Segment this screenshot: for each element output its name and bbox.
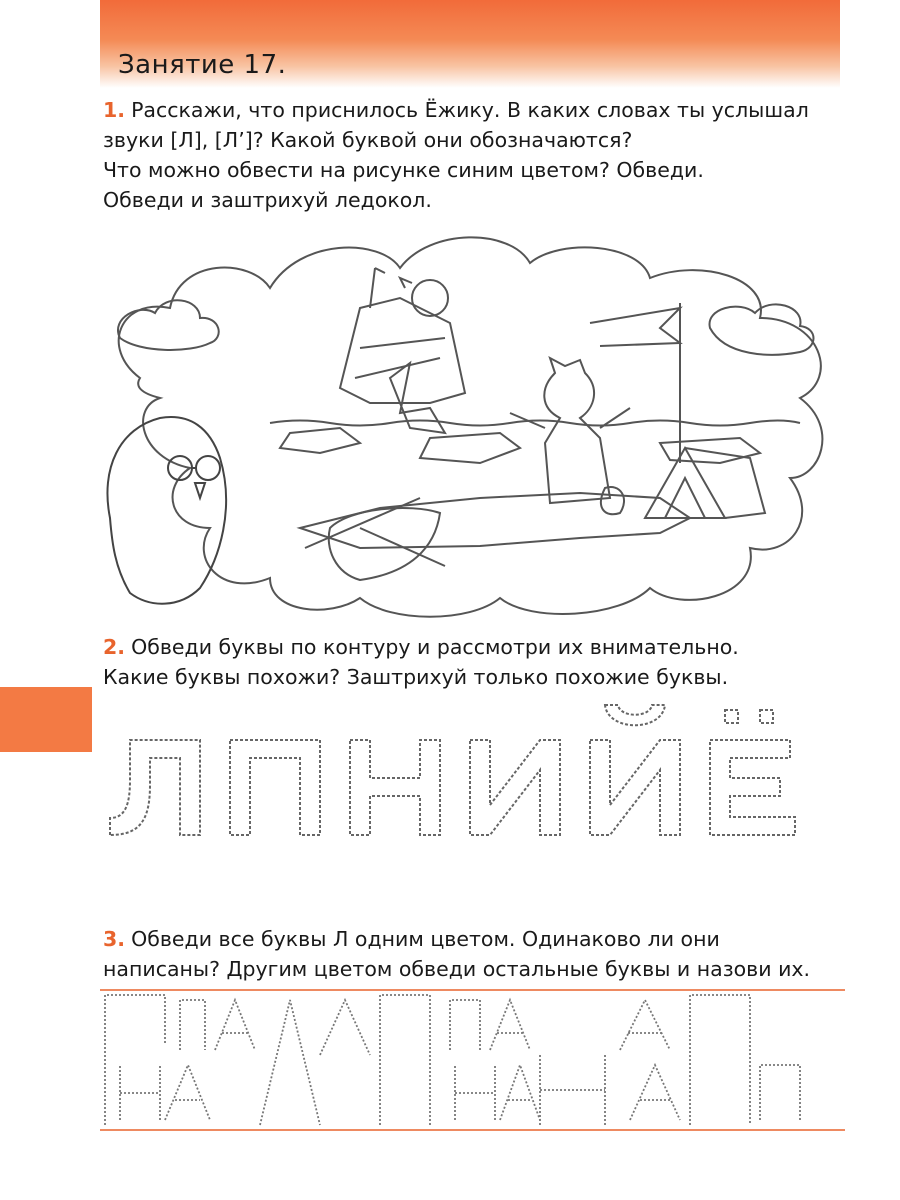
letter-l-line [450,1000,480,1050]
letter-l-outline [110,740,200,835]
task-text-line: звуки [Л], [Л’]? Какой буквой они обозначаются? [103,128,633,152]
letter-a-line [490,1000,530,1050]
flag-icon [590,303,680,463]
letter-l-line [180,1000,205,1050]
task-number: 3. [103,927,126,951]
task-number: 1. [103,98,126,122]
letter-l-line [690,995,750,1125]
letter-l-line [320,1000,370,1055]
letter-l-line [760,1065,800,1120]
letter-a-line [165,1065,210,1120]
tracing-letters [100,700,845,850]
task-2 [103,632,843,692]
boat-icon [305,498,445,580]
task-3 [103,924,843,984]
lesson-title: Занятие 17. [118,50,287,80]
letter-p-line [105,995,165,1125]
letter-short-i-outline [590,740,680,835]
letter-p-line [380,995,430,1125]
tent-icon [645,448,765,518]
task-text-line: Обведи все буквы Л одним цветом. Одинаково ли они [131,927,720,951]
task-text-line: Что можно обвести на рисунке синим цветом? Обведи. [103,158,704,182]
letter-l-line [260,1000,320,1125]
cloud-icon [119,237,823,616]
letter-a-line [215,1000,255,1050]
hedgehog-icon [107,417,226,604]
task-text-line: Какие буквы похожи? Заштрихуй только похожие буквы. [103,665,729,689]
letter-strip [100,985,845,1135]
letter-a-line [620,1000,670,1050]
letter-n-outline [350,740,440,835]
task-text-line: Обведи буквы по контуру и рассмотри их внимательно. [131,635,739,659]
letter-p-outline [230,740,320,835]
letter-n-line [455,1065,495,1120]
task-text-line: написаны? Другим цветом обведи остальные буквы и назови их. [103,957,811,981]
dream-illustration [100,228,845,623]
letter-yo-outline [710,740,795,835]
letter-n-line [540,1055,605,1125]
fox-icon [510,358,630,514]
side-tab [0,687,92,752]
task-text-line: Обведи и заштрихуй ледокол. [103,188,432,212]
letter-a-line [500,1065,540,1120]
task-text-line: Расскажи, что приснилось Ёжику. В каких словах ты услышал [131,98,809,122]
task-1 [103,95,843,215]
task-number: 2. [103,635,126,659]
letter-i-outline [470,740,560,835]
letter-n-line [120,1065,160,1120]
letter-a-line [630,1065,680,1120]
